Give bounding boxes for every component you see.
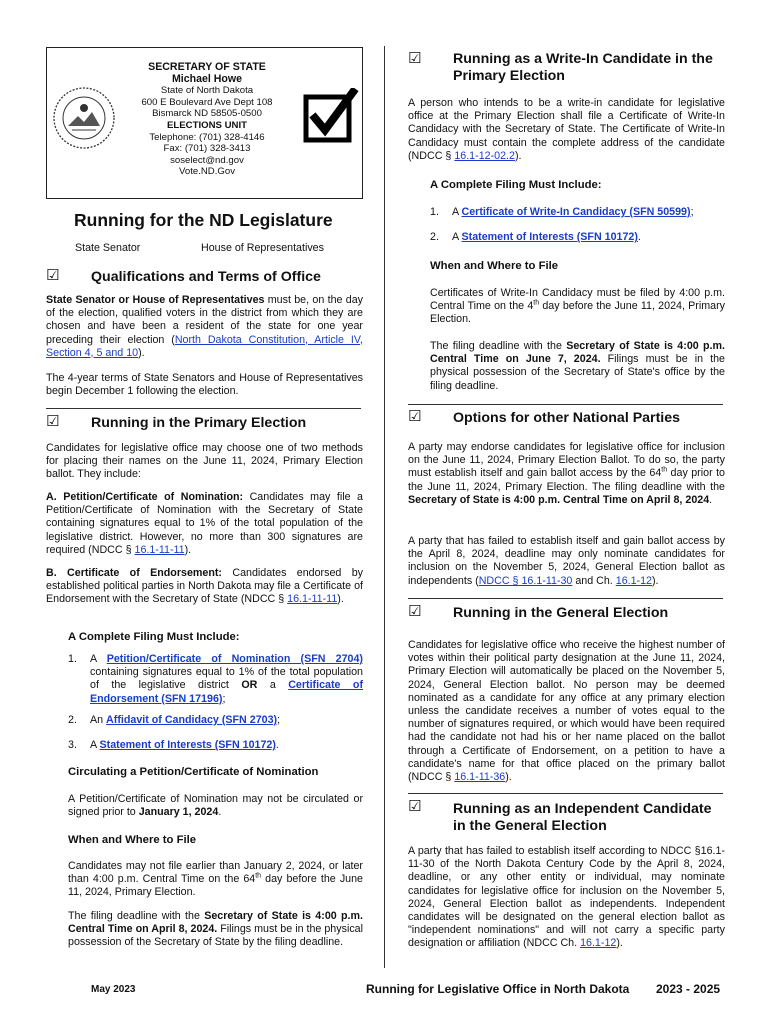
ndcc-chapter-link[interactable]: 16.1-12 — [580, 937, 617, 950]
contact-fax: Fax: (701) 328-3413 — [163, 143, 251, 155]
contact-unit: ELECTIONS UNIT — [167, 119, 247, 131]
contact-telephone: Telephone: (701) 328-4146 — [149, 131, 265, 143]
options-text-2: A party that has failed to establish itself and gain ballot access by the April 8, 2024, deadline may only nominate candidates for inclusion on the November 5, 2024, General Election ballot as independents (NDCC § 16.1-11-30 and Ch. 16.1-12). — [408, 535, 725, 587]
filing-list — [430, 206, 725, 244]
large-checkbox-icon — [303, 88, 359, 144]
when-where-text-2: The filing deadline with the Secretary of State is 4:00 p.m. Central Time on June 7, 2024. Filings must be in the physical possession of the Secretary of State's office by the filing deadline. — [430, 340, 725, 392]
ndcc-chapter-link[interactable]: 16.1-12 — [615, 574, 652, 587]
ndcc-link[interactable]: 16.1-12-02.2 — [454, 149, 515, 162]
qualifications-text: State Senator or House of Representatives must be, on the day of the election, qualified voters in the district from which they are chosen and have been a resident of the state for one year preceding their election (North Dakota Constitution, Article IV, Section 4, 5 and 10). — [46, 294, 363, 359]
checkbox-icon: ☑ — [46, 266, 60, 284]
options-text-1: A party may endorse candidates for legislative office for inclusion on the June 11, 2024, Primary Election Ballot. To do so, the party must establish itself and gain ballot access by the 64th day prior to the June 11, 2024, Primary Election. The filing deadline with the Secretary of State is 4:00 p.m. Central Time on April 8, 2024. — [408, 441, 725, 506]
constitution-link[interactable]: North Dakota Constitution, Article IV, Section 4, 5 and 10 — [46, 333, 363, 359]
contact-name: Michael Howe — [171, 72, 243, 85]
petition-method: A. Petition/Certificate of Nomination: Candidates may file a Petition/Certificate of Nomination with the Secretary of State containing signatures equal to 1% of the total population of the legislative district. However, no more than 300 signatures are required (NDCC § 16.1-11-11). — [46, 491, 363, 556]
contact-box — [46, 47, 363, 199]
affidavit-form-link[interactable]: Affidavit of Candidacy (SFN 2703) — [106, 713, 278, 726]
primary-intro: Candidates for legislative office may choose one of two methods for placing their names on the June 11, 2024, Primary Election ballot. They include: — [46, 442, 363, 481]
contact-address1: 600 E Boulevard Ave Dept 108 — [141, 96, 273, 108]
independent-text: A party that has failed to establish itself according to NDCC §16.1-11-30 of the North Dakota Century Code by the April 8, 2024, deadline, or any other entity or individual, may nominate candidates for legislative office for inclusion on the November 5, 2024, General Election ballot as independents. Independent candidates will be designated on the general election ballot as "independent nominations" and will not carry a specific party designation or affiliation (NDCC Ch. 16.1-12). — [408, 845, 725, 950]
page-title: Running for the ND Legislature — [74, 210, 333, 230]
ndcc-link[interactable]: 16.1-11-11 — [134, 543, 185, 556]
when-where-heading: When and Where to File — [430, 260, 559, 272]
office-house: House of Representatives — [201, 242, 324, 254]
endorsement-form-link[interactable]: Certificate of Endorsement (SFN 17196) — [90, 679, 363, 705]
circulating-text: A Petition/Certificate of Nomination may not be circulated or signed prior to January 1, 2024. — [68, 793, 363, 819]
when-where-text-1: Candidates may not file earlier than January 2, 2024, or later than 4:00 p.m. Central Time on the 64th day before the June 11, 2024, Primary Election. — [68, 860, 363, 899]
when-where-text-2: The filing deadline with the Secretary of State is 4:00 p.m. Central Time on April 8, 2024. Filings must be in the physical possession of the Secretary of State by the filing deadline. — [68, 910, 363, 949]
divider — [46, 408, 361, 409]
state-seal-icon — [52, 86, 116, 150]
interests-form-link[interactable]: Statement of Interests (SFN 10172) — [99, 739, 276, 752]
primary-heading: Running in the Primary Election — [91, 415, 307, 431]
ndcc-link[interactable]: 16.1-11-36 — [454, 771, 506, 784]
petition-form-link[interactable]: Petition/Certificate of Nomination (SFN 2704) — [106, 653, 363, 665]
write-in-form-link[interactable]: Certificate of Write-In Candidacy (SFN 50599) — [461, 206, 691, 218]
footer-date: May 2023 — [91, 984, 136, 995]
checkbox-icon: ☑ — [408, 49, 422, 67]
list-item: 2. A Statement of Interests (SFN 10172). — [430, 231, 641, 244]
divider — [408, 793, 723, 794]
when-where-heading: When and Where to File — [68, 834, 197, 846]
qualifications-heading: Qualifications and Terms of Office — [91, 269, 321, 285]
ndcc-link[interactable]: 16.1-11-11 — [287, 593, 338, 606]
contact-website: Vote.ND.Gov — [179, 166, 235, 178]
list-item: 2. An Affidavit of Candidacy (SFN 2703); — [68, 713, 281, 726]
contact-email: soselect@nd.gov — [170, 154, 244, 166]
office-senator: State Senator — [75, 242, 141, 254]
checkbox-icon: ☑ — [46, 412, 60, 430]
write-in-heading: Running as a Write-In Candidate in the Primary Election — [453, 51, 713, 84]
footer-title: Running for Legislative Office in North Dakota — [366, 982, 630, 996]
interests-form-link[interactable]: Statement of Interests (SFN 10172) — [461, 231, 638, 244]
general-heading: Running in the General Election — [453, 605, 669, 621]
checkbox-icon: ☑ — [408, 602, 422, 620]
filing-heading: A Complete Filing Must Include: — [68, 631, 240, 643]
terms-text: The 4-year terms of State Senators and House of Representatives begin December 1 following the election. — [46, 372, 363, 398]
contact-office: SECRETARY OF STATE — [148, 61, 266, 73]
list-item: 3. A Statement of Interests (SFN 10172). — [68, 739, 279, 752]
column-divider — [384, 46, 385, 968]
endorsement-method: B. Certificate of Endorsement: Candidates endorsed by established political parties in North Dakota may file a Certificate of Endorsement with the Secretary of State (NDCC § 16.1-11-11). — [46, 567, 363, 606]
independent-heading: Running as an Independent Candidate in the General Election — [453, 801, 712, 834]
list-item: 1. A Certificate of Write-In Candidacy (SFN 50599); — [430, 206, 694, 218]
checkbox-icon: ☑ — [408, 407, 422, 425]
filing-heading: A Complete Filing Must Include: — [430, 179, 602, 191]
footer-years: 2023 - 2025 — [656, 982, 721, 996]
filing-list — [68, 653, 363, 752]
divider — [408, 598, 723, 599]
contact-state: State of North Dakota — [160, 85, 254, 97]
checkbox-icon: ☑ — [408, 797, 422, 815]
circulating-heading: Circulating a Petition/Certificate of Nomination — [68, 766, 319, 778]
ndcc-link[interactable]: NDCC § 16.1-11-30 — [478, 574, 573, 587]
contact-address2: Bismarck ND 58505-0500 — [152, 108, 262, 120]
options-heading: Options for other National Parties — [453, 410, 681, 426]
divider — [408, 404, 723, 405]
write-in-text: A person who intends to be a write-in candidate for legislative office at the Primary Election shall file a Certificate of Write-In Candidacy with the Secretary of State. The Certificate of Write-In Candidacy must contain the complete address of the candidate (NDCC § 16.1-12-02.2). — [408, 97, 725, 162]
when-where-text-1: Certificates of Write-In Candidacy must be filed by 4:00 p.m. Central Time on the 4th day before the June 11, 2024, Primary Election. — [430, 287, 725, 326]
general-text: Candidates for legislative office who receive the highest number of votes within their political party designation at the June 11, 2024, Primary Election will automatically be placed on the November 5, 2024, General Election ballot. No person may be deemed nominated as a candidate for any office at any primary election unless the candidate receives a number of votes equal to the number of signatures required, or which would have been required had the candidate not had his or her name placed on the ballot through a Certificate of Endorsement, on a petition to have a candidate's name for that office placed on the primary ballot (NDCC § 16.1-11-36). — [408, 639, 725, 784]
list-item: 1. A Petition/Certificate of Nomination (SFN 2704) containing signatures equal to 1% of the total population of the legislative district OR a Certificate of Endorsement (SFN 17196); — [68, 653, 363, 705]
